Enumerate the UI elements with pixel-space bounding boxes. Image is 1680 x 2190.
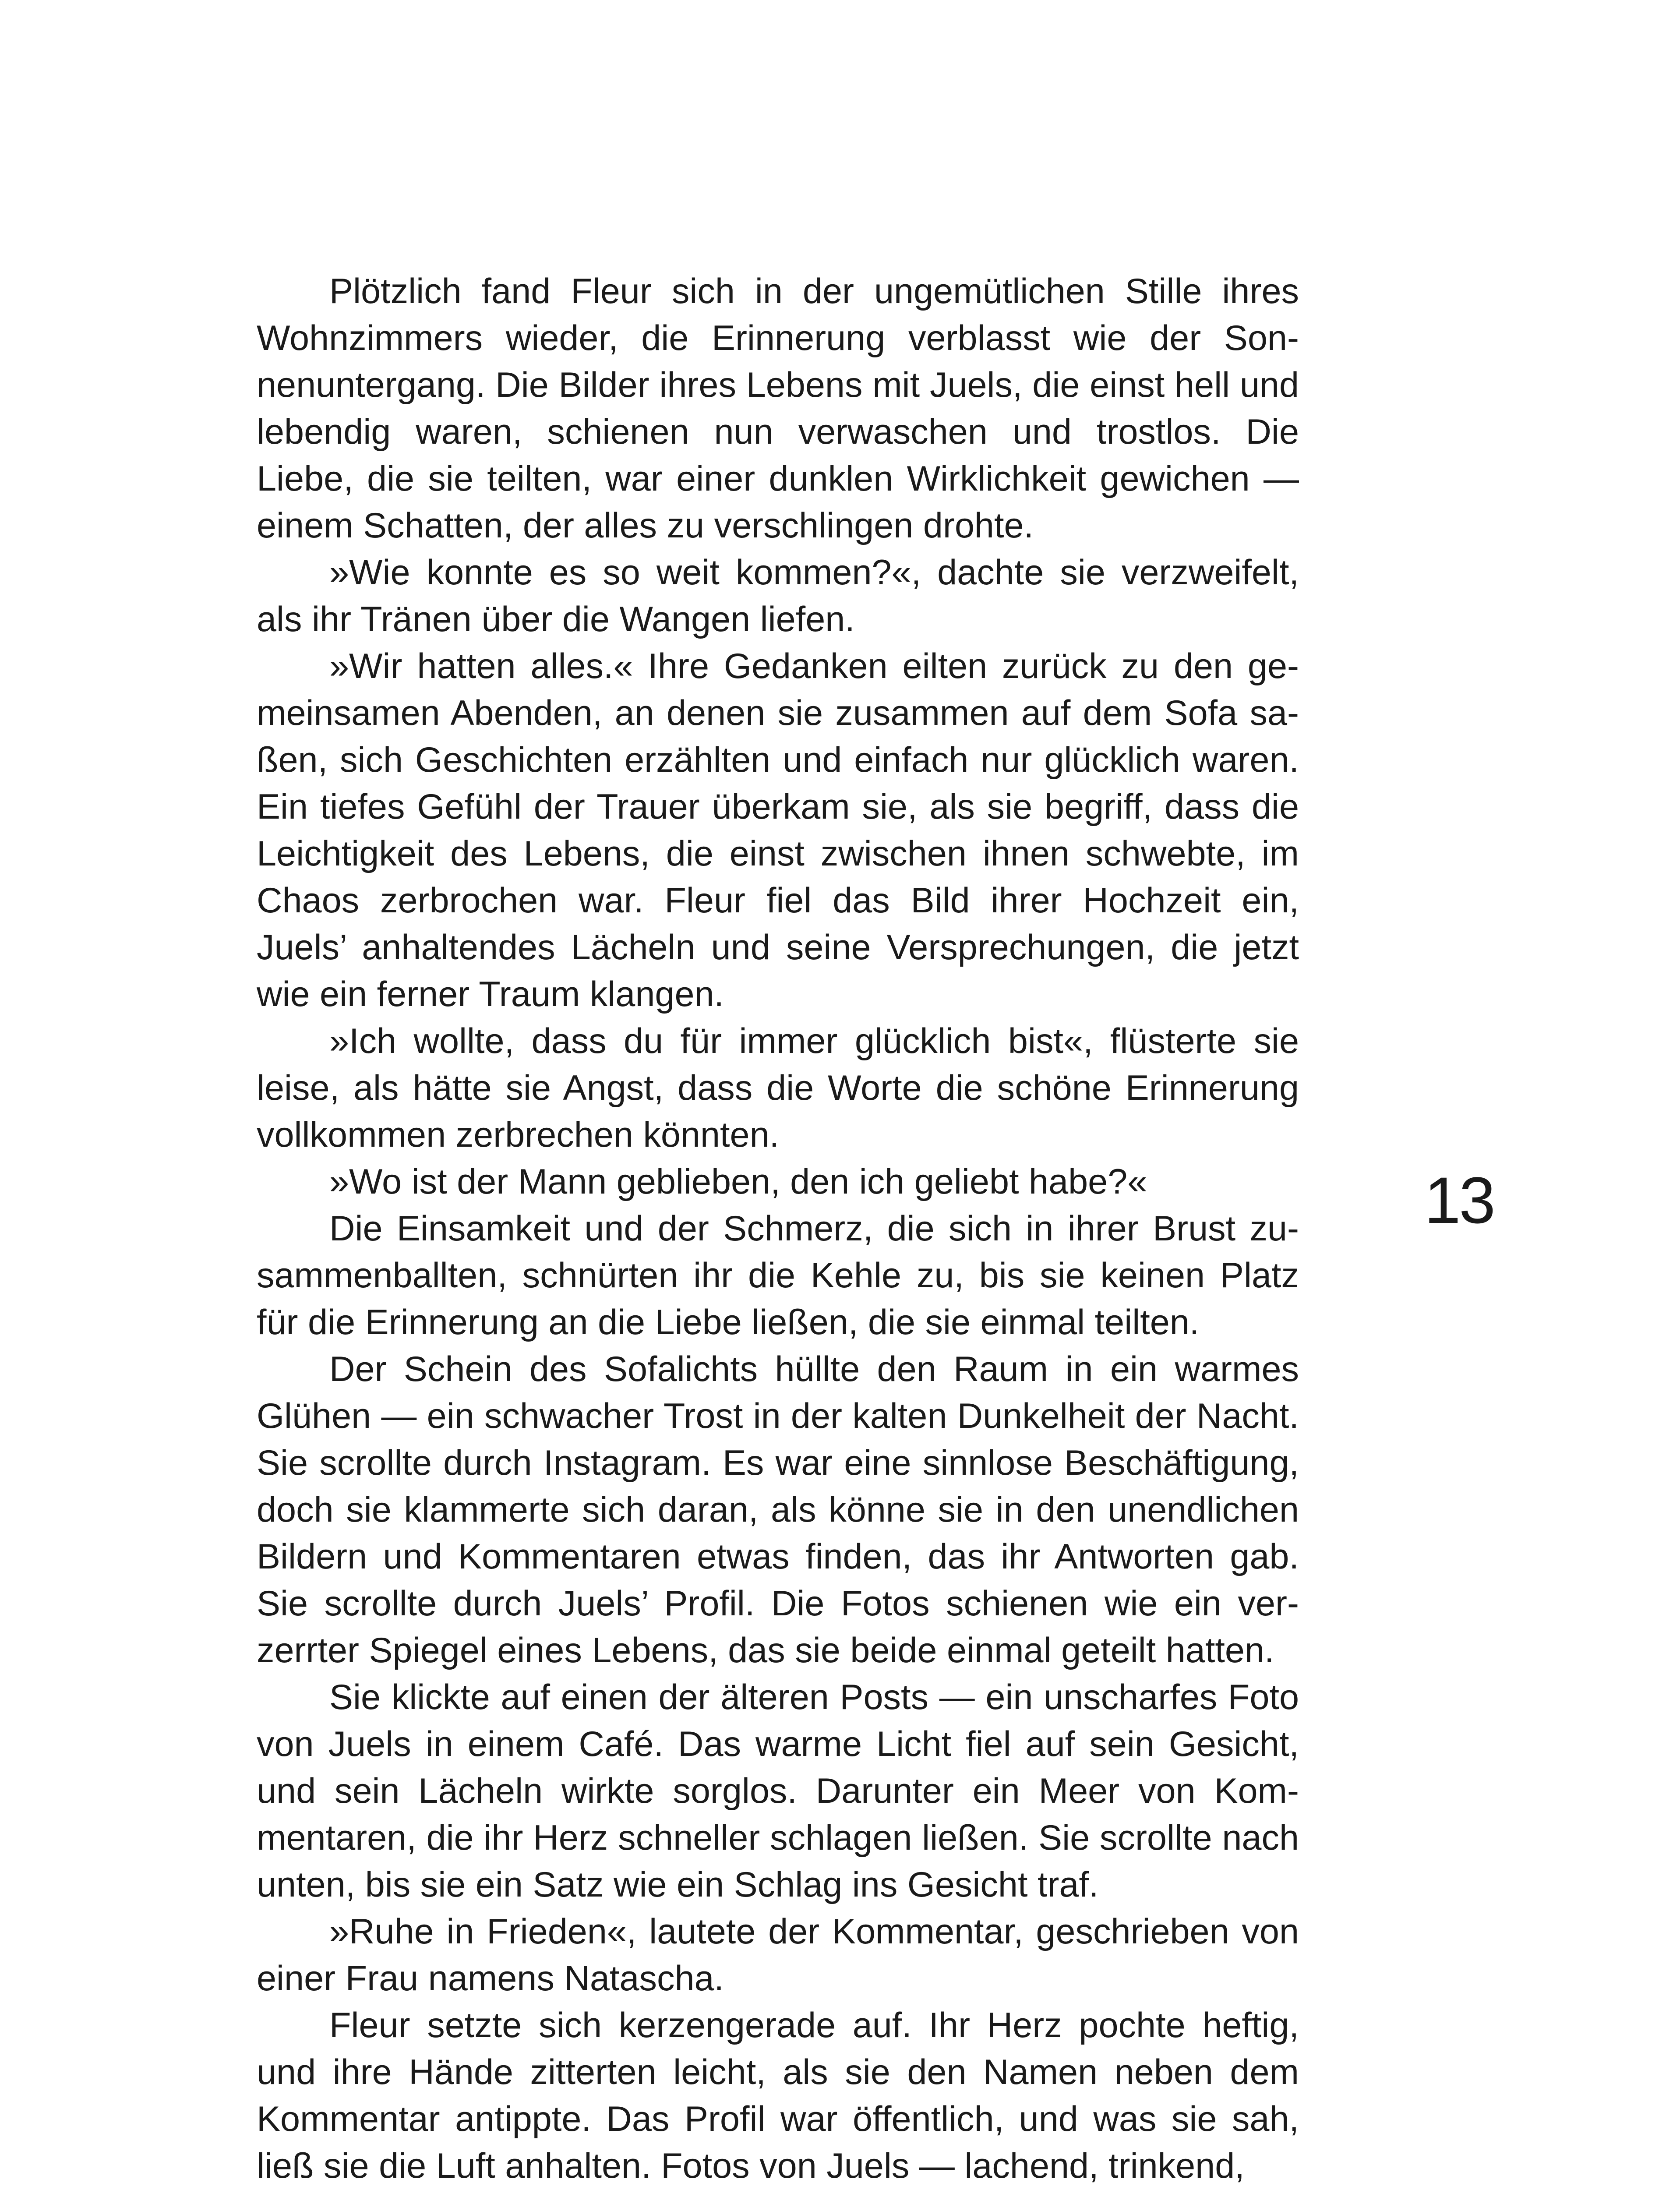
paragraph-9: »Ruhe in Frieden«, lautete der Kommentar, geschrieben von einer Frau namens Natascha. (257, 1912, 1299, 1998)
paragraph-6: Die Einsamkeit und der Schmerz, die sich in ihrer Brust zusammenballten, schnürten ihr die Kehle zu, bis sie keinen Platz für die Erinnerung an die Liebe ließen, die sie einmal teilten. (257, 1209, 1299, 1342)
paragraph-1: Plötzlich fand Fleur sich in der ungemütlichen Stille ihres Wohnzimmers wieder, die Erinnerung verblasst wie der Sonnenuntergang. Die Bilder ihres Lebens mit Juels, die einst hell und lebendig waren, schienen nun verwaschen und trostlos. Die Liebe, die sie teilten, war einer dunklen Wirklichkeit gewichen — einem Schatten, der alles zu verschlingen drohte. (257, 272, 1299, 545)
paragraph-2: »Wie konnte es so weit kommen?«, dachte sie verzweifelt, als ihr Tränen über die Wangen liefen. (257, 553, 1299, 639)
body-text (257, 268, 1299, 2190)
paragraph-3: »Wir hatten alles.« Ihre Gedanken eilten zurück zu den gemeinsamen Abenden, an denen sie zusammen auf dem Sofa saßen, sich Geschichten erzählten und einfach nur glücklich waren. Ein tiefes Gefühl der Trauer überkam sie, als sie begriff, dass die Leichtigkeit des Lebens, die einst zwischen ihnen schwebte, im Chaos zerbrochen war. Fleur fiel das Bild ihrer Hochzeit ein, Juels’ anhaltendes Lächeln und seine Versprechungen, die jetzt wie ein ferner Traum klangen. (257, 646, 1299, 1014)
paragraph-5: »Wo ist der Mann geblieben, den ich geliebt habe?« (329, 1162, 1147, 1201)
paragraph-8: Sie klickte auf einen der älteren Posts — ein unscharfes Foto von Juels in einem Café. Das warme Licht fiel auf sein Gesicht, und sein Lächeln wirkte sorglos. Darunter ein Meer von Kommentaren, die ihr Herz schneller schlagen ließen. Sie scrollte nach unten, bis sie ein Satz wie ein Schlag ins Gesicht traf. (257, 1678, 1299, 1904)
paragraph-4: »Ich wollte, dass du für immer glücklich bist«, flüsterte sie leise, als hätte sie Angst, dass die Worte die schöne Erinnerung vollkommen zerbrechen könnten. (257, 1021, 1299, 1155)
page-number: 13 (1424, 1163, 1494, 1237)
paragraph-7: Der Schein des Sofalichts hüllte den Raum in ein warmes Glühen — ein schwacher Trost in der kalten Dunkelheit der Nacht. Sie scrollte durch Instagram. Es war eine sinnlose Beschäftigung, doch sie klammerte sich daran, als könne sie in den unendlichen Bildern und Kommentaren etwas finden, das ihr Antworten gab. Sie scrollte durch Juels’ Profil. Die Fotos schienen wie ein verzerrter Spiegel eines Lebens, das sie beide einmal geteilt hatten. (257, 1349, 1299, 1670)
paragraph-10: Fleur setzte sich kerzengerade auf. Ihr Herz pochte heftig, und ihre Hände zitterten leicht, als sie den Namen neben dem Kommentar antippte. Das Profil war öffentlich, und was sie sah, ließ sie die Luft anhalten. Fotos von Juels — lachend, trinkend, (257, 2006, 1299, 2186)
